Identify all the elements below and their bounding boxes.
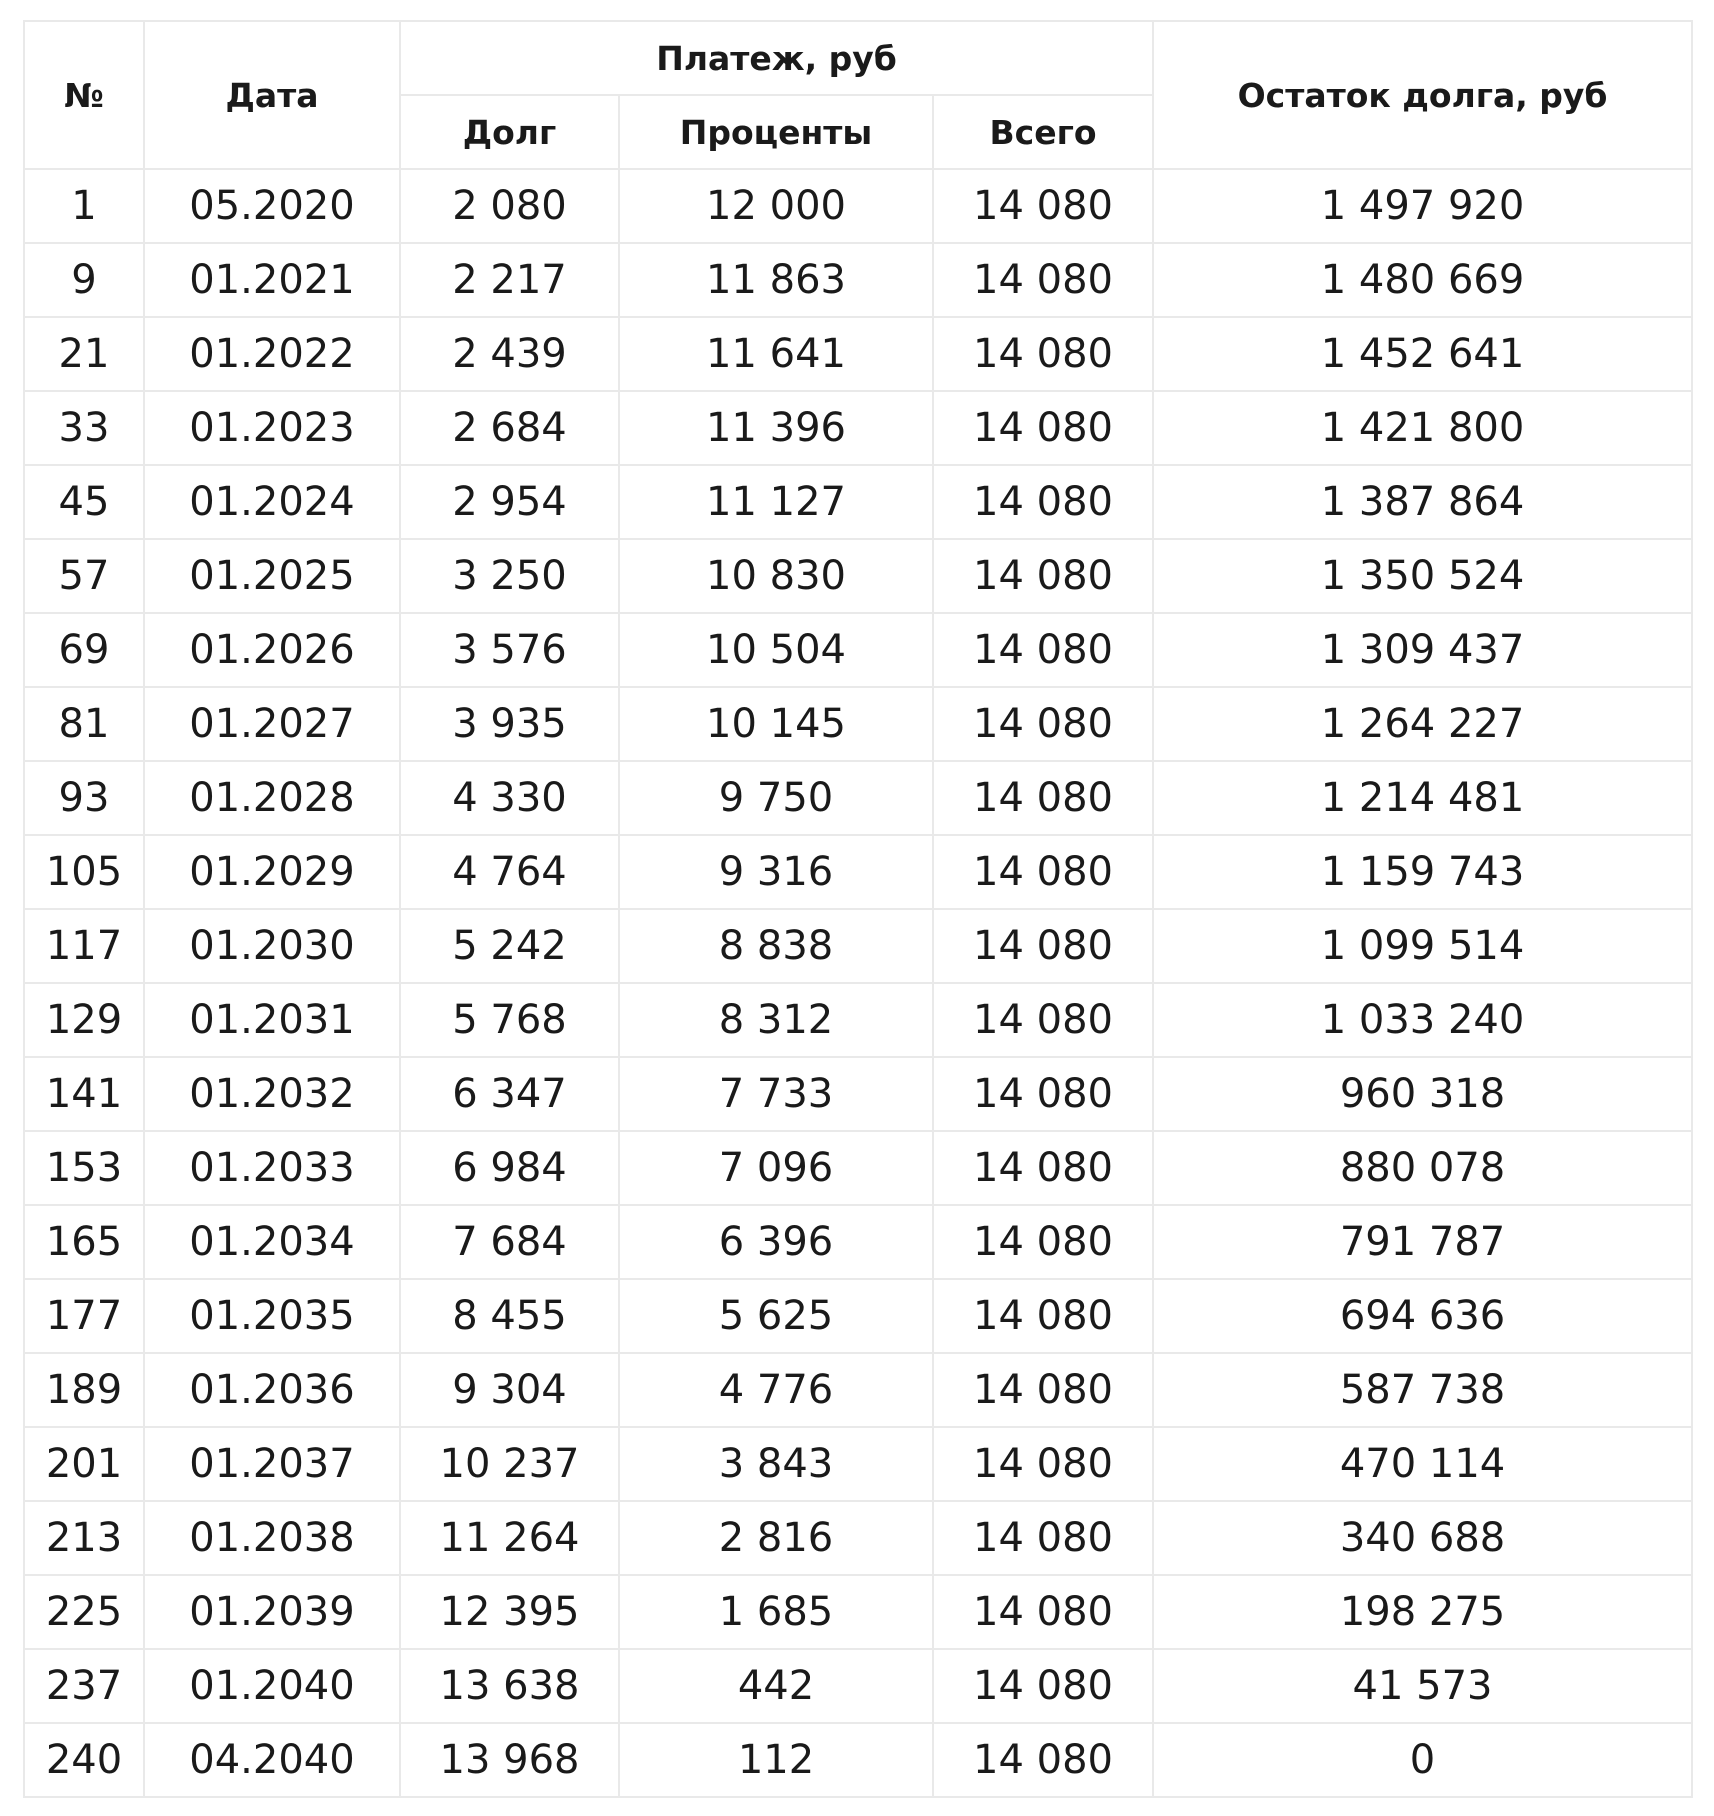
cell-total: 14 080 — [933, 983, 1153, 1057]
cell-principal: 2 954 — [400, 465, 619, 539]
table-row — [24, 1279, 1692, 1353]
cell-principal: 2 684 — [400, 391, 619, 465]
cell-total: 14 080 — [933, 391, 1153, 465]
cell-interest: 7 733 — [619, 1057, 933, 1131]
cell-balance: 587 738 — [1153, 1353, 1692, 1427]
cell-principal: 2 439 — [400, 317, 619, 391]
cell-date: 01.2033 — [144, 1131, 400, 1205]
table-row — [24, 613, 1692, 687]
cell-principal: 4 330 — [400, 761, 619, 835]
cell-date: 04.2040 — [144, 1723, 400, 1797]
cell-principal: 9 304 — [400, 1353, 619, 1427]
cell-date: 01.2026 — [144, 613, 400, 687]
cell-date: 05.2020 — [144, 169, 400, 243]
cell-date: 01.2036 — [144, 1353, 400, 1427]
header-interest: Проценты — [619, 95, 933, 169]
cell-interest: 11 396 — [619, 391, 933, 465]
cell-date: 01.2021 — [144, 243, 400, 317]
cell-interest: 10 830 — [619, 539, 933, 613]
cell-num: 165 — [24, 1205, 144, 1279]
cell-principal: 7 684 — [400, 1205, 619, 1279]
table-row — [24, 1723, 1692, 1797]
table-row — [24, 243, 1692, 317]
cell-date: 01.2040 — [144, 1649, 400, 1723]
table-row — [24, 539, 1692, 613]
cell-interest: 6 396 — [619, 1205, 933, 1279]
cell-num: 201 — [24, 1427, 144, 1501]
cell-num: 9 — [24, 243, 144, 317]
table-row — [24, 761, 1692, 835]
cell-interest: 1 685 — [619, 1575, 933, 1649]
cell-total: 14 080 — [933, 835, 1153, 909]
header-total: Всего — [933, 95, 1153, 169]
cell-balance: 41 573 — [1153, 1649, 1692, 1723]
header-date: Дата — [144, 21, 400, 169]
cell-balance: 1 350 524 — [1153, 539, 1692, 613]
header-payment-group: Платеж, руб — [400, 21, 1153, 95]
cell-interest: 8 838 — [619, 909, 933, 983]
cell-date: 01.2027 — [144, 687, 400, 761]
table-row — [24, 1353, 1692, 1427]
cell-balance: 791 787 — [1153, 1205, 1692, 1279]
cell-date: 01.2031 — [144, 983, 400, 1057]
cell-interest: 11 127 — [619, 465, 933, 539]
table-row — [24, 465, 1692, 539]
cell-total: 14 080 — [933, 317, 1153, 391]
cell-total: 14 080 — [933, 1353, 1153, 1427]
cell-interest: 442 — [619, 1649, 933, 1723]
cell-interest: 5 625 — [619, 1279, 933, 1353]
table-row — [24, 835, 1692, 909]
cell-num: 240 — [24, 1723, 144, 1797]
cell-balance: 1 452 641 — [1153, 317, 1692, 391]
table-row — [24, 1057, 1692, 1131]
cell-total: 14 080 — [933, 1649, 1153, 1723]
cell-total: 14 080 — [933, 1057, 1153, 1131]
cell-principal: 3 250 — [400, 539, 619, 613]
cell-date: 01.2039 — [144, 1575, 400, 1649]
cell-interest: 8 312 — [619, 983, 933, 1057]
cell-balance: 1 033 240 — [1153, 983, 1692, 1057]
header-balance: Остаток долга, руб — [1153, 21, 1692, 169]
cell-total: 14 080 — [933, 1279, 1153, 1353]
table-row — [24, 1131, 1692, 1205]
cell-num: 105 — [24, 835, 144, 909]
cell-principal: 3 935 — [400, 687, 619, 761]
cell-interest: 10 145 — [619, 687, 933, 761]
cell-principal: 5 242 — [400, 909, 619, 983]
cell-principal: 11 264 — [400, 1501, 619, 1575]
cell-date: 01.2030 — [144, 909, 400, 983]
cell-date: 01.2032 — [144, 1057, 400, 1131]
cell-principal: 13 968 — [400, 1723, 619, 1797]
cell-total: 14 080 — [933, 539, 1153, 613]
cell-num: 45 — [24, 465, 144, 539]
cell-total: 14 080 — [933, 909, 1153, 983]
cell-date: 01.2037 — [144, 1427, 400, 1501]
cell-date: 01.2029 — [144, 835, 400, 909]
cell-balance: 1 480 669 — [1153, 243, 1692, 317]
cell-balance: 1 264 227 — [1153, 687, 1692, 761]
cell-date: 01.2025 — [144, 539, 400, 613]
cell-principal: 2 080 — [400, 169, 619, 243]
cell-principal: 12 395 — [400, 1575, 619, 1649]
cell-total: 14 080 — [933, 465, 1153, 539]
cell-balance: 0 — [1153, 1723, 1692, 1797]
cell-total: 14 080 — [933, 613, 1153, 687]
cell-balance: 1 421 800 — [1153, 391, 1692, 465]
table-row — [24, 1575, 1692, 1649]
cell-total: 14 080 — [933, 243, 1153, 317]
table-row — [24, 983, 1692, 1057]
cell-balance: 960 318 — [1153, 1057, 1692, 1131]
table-row — [24, 1501, 1692, 1575]
cell-date: 01.2038 — [144, 1501, 400, 1575]
cell-total: 14 080 — [933, 1205, 1153, 1279]
cell-num: 21 — [24, 317, 144, 391]
cell-interest: 11 641 — [619, 317, 933, 391]
cell-date: 01.2024 — [144, 465, 400, 539]
table-body — [24, 169, 1692, 1797]
cell-balance: 1 099 514 — [1153, 909, 1692, 983]
table-header — [24, 21, 1692, 169]
table-row — [24, 687, 1692, 761]
table-row — [24, 1427, 1692, 1501]
cell-principal: 2 217 — [400, 243, 619, 317]
cell-date: 01.2035 — [144, 1279, 400, 1353]
cell-num: 57 — [24, 539, 144, 613]
cell-num: 69 — [24, 613, 144, 687]
cell-total: 14 080 — [933, 687, 1153, 761]
payment-schedule-table-container — [23, 20, 1691, 1798]
cell-balance: 1 309 437 — [1153, 613, 1692, 687]
cell-num: 177 — [24, 1279, 144, 1353]
cell-num: 189 — [24, 1353, 144, 1427]
cell-balance: 470 114 — [1153, 1427, 1692, 1501]
cell-num: 1 — [24, 169, 144, 243]
cell-interest: 2 816 — [619, 1501, 933, 1575]
cell-num: 117 — [24, 909, 144, 983]
cell-total: 14 080 — [933, 1501, 1153, 1575]
header-principal: Долг — [400, 95, 619, 169]
cell-date: 01.2034 — [144, 1205, 400, 1279]
cell-total: 14 080 — [933, 1723, 1153, 1797]
cell-principal: 8 455 — [400, 1279, 619, 1353]
cell-num: 33 — [24, 391, 144, 465]
cell-total: 14 080 — [933, 1427, 1153, 1501]
cell-principal: 10 237 — [400, 1427, 619, 1501]
cell-num: 153 — [24, 1131, 144, 1205]
cell-num: 129 — [24, 983, 144, 1057]
header-row-top — [24, 21, 1692, 95]
cell-interest: 9 750 — [619, 761, 933, 835]
cell-principal: 6 347 — [400, 1057, 619, 1131]
table-row — [24, 1205, 1692, 1279]
header-num: № — [24, 21, 144, 169]
cell-principal: 13 638 — [400, 1649, 619, 1723]
cell-interest: 9 316 — [619, 835, 933, 909]
cell-date: 01.2023 — [144, 391, 400, 465]
cell-total: 14 080 — [933, 761, 1153, 835]
cell-balance: 1 497 920 — [1153, 169, 1692, 243]
cell-interest: 4 776 — [619, 1353, 933, 1427]
cell-balance: 198 275 — [1153, 1575, 1692, 1649]
cell-total: 14 080 — [933, 169, 1153, 243]
cell-num: 237 — [24, 1649, 144, 1723]
table-row — [24, 317, 1692, 391]
cell-num: 141 — [24, 1057, 144, 1131]
cell-balance: 1 387 864 — [1153, 465, 1692, 539]
cell-num: 81 — [24, 687, 144, 761]
cell-num: 93 — [24, 761, 144, 835]
cell-interest: 12 000 — [619, 169, 933, 243]
cell-date: 01.2022 — [144, 317, 400, 391]
cell-interest: 112 — [619, 1723, 933, 1797]
cell-balance: 1 214 481 — [1153, 761, 1692, 835]
cell-balance: 1 159 743 — [1153, 835, 1692, 909]
cell-principal: 3 576 — [400, 613, 619, 687]
cell-principal: 4 764 — [400, 835, 619, 909]
table-row — [24, 169, 1692, 243]
cell-interest: 7 096 — [619, 1131, 933, 1205]
cell-total: 14 080 — [933, 1131, 1153, 1205]
cell-num: 213 — [24, 1501, 144, 1575]
cell-principal: 6 984 — [400, 1131, 619, 1205]
cell-date: 01.2028 — [144, 761, 400, 835]
cell-balance: 880 078 — [1153, 1131, 1692, 1205]
cell-balance: 340 688 — [1153, 1501, 1692, 1575]
payment-schedule-table — [23, 20, 1693, 1798]
table-row — [24, 391, 1692, 465]
cell-interest: 3 843 — [619, 1427, 933, 1501]
cell-num: 225 — [24, 1575, 144, 1649]
cell-interest: 10 504 — [619, 613, 933, 687]
cell-interest: 11 863 — [619, 243, 933, 317]
cell-total: 14 080 — [933, 1575, 1153, 1649]
table-row — [24, 1649, 1692, 1723]
table-row — [24, 909, 1692, 983]
cell-principal: 5 768 — [400, 983, 619, 1057]
cell-balance: 694 636 — [1153, 1279, 1692, 1353]
